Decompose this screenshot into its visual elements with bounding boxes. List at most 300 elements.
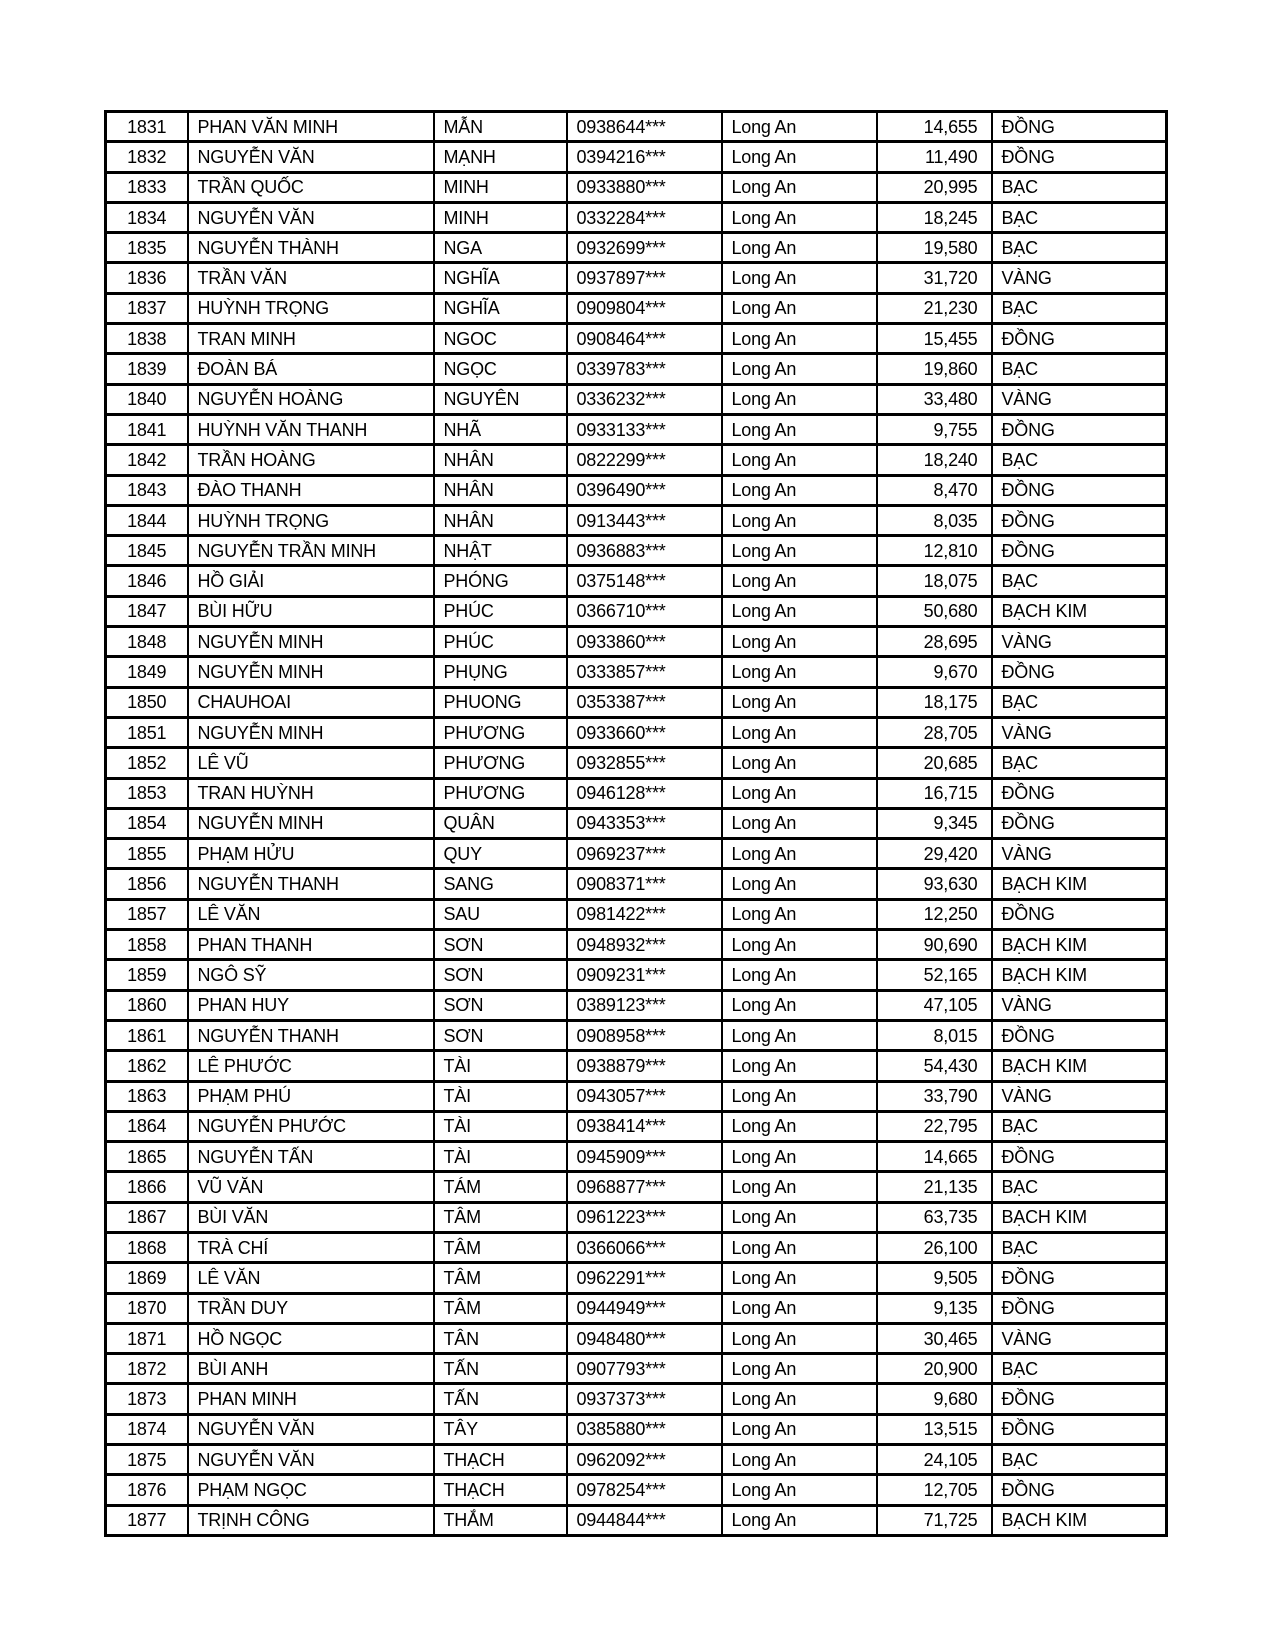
member-tier: BẠC — [992, 202, 1167, 232]
member-number: 1864 — [106, 1111, 188, 1141]
member-phone-masked: 0366066*** — [567, 1232, 722, 1262]
member-number: 1857 — [106, 899, 188, 929]
member-tier: BẠC — [992, 566, 1167, 596]
member-points: 9,135 — [877, 1293, 992, 1323]
member-phone-masked: 0822299*** — [567, 445, 722, 475]
member-tier: ĐỒNG — [992, 1384, 1167, 1414]
member-number: 1842 — [106, 445, 188, 475]
member-tier: BẠC — [992, 445, 1167, 475]
table-row — [106, 324, 1167, 354]
member-first-name: PHƯƠNG — [434, 717, 567, 747]
member-tier: VÀNG — [992, 627, 1167, 657]
member-number: 1863 — [106, 1081, 188, 1111]
member-province: Long An — [722, 717, 877, 747]
member-first-name: SAU — [434, 899, 567, 929]
table-row — [106, 1051, 1167, 1081]
member-first-name: QUY — [434, 839, 567, 869]
member-province: Long An — [722, 1172, 877, 1202]
member-tier: ĐỒNG — [992, 1414, 1167, 1444]
member-last-middle-name: PHAN VĂN MINH — [188, 112, 434, 142]
table-row — [106, 1020, 1167, 1050]
member-tier: VÀNG — [992, 990, 1167, 1020]
member-phone-masked: 0948932*** — [567, 930, 722, 960]
member-phone-masked: 0944949*** — [567, 1293, 722, 1323]
member-points: 93,630 — [877, 869, 992, 899]
member-phone-masked: 0962092*** — [567, 1445, 722, 1475]
table-row — [106, 505, 1167, 535]
member-points: 28,695 — [877, 627, 992, 657]
member-phone-masked: 0909804*** — [567, 293, 722, 323]
table-row — [106, 627, 1167, 657]
member-number: 1870 — [106, 1293, 188, 1323]
member-phone-masked: 0938879*** — [567, 1051, 722, 1081]
member-province: Long An — [722, 930, 877, 960]
member-last-middle-name: TRỊNH CÔNG — [188, 1505, 434, 1535]
member-province: Long An — [722, 960, 877, 990]
member-first-name: TÂY — [434, 1414, 567, 1444]
member-phone-masked: 0969237*** — [567, 839, 722, 869]
table-row — [106, 1172, 1167, 1202]
table-row — [106, 839, 1167, 869]
member-tier: BẠC — [992, 1172, 1167, 1202]
member-points: 19,580 — [877, 233, 992, 263]
member-province: Long An — [722, 202, 877, 232]
member-first-name: QUÂN — [434, 808, 567, 838]
member-province: Long An — [722, 1142, 877, 1172]
member-tier: BẠC — [992, 293, 1167, 323]
member-province: Long An — [722, 233, 877, 263]
table-row — [106, 808, 1167, 838]
member-last-middle-name: TRẦN DUY — [188, 1293, 434, 1323]
member-first-name: MINH — [434, 172, 567, 202]
member-province: Long An — [722, 536, 877, 566]
member-tier: ĐỒNG — [992, 778, 1167, 808]
member-first-name: PHUONG — [434, 687, 567, 717]
member-first-name: THẠCH — [434, 1475, 567, 1505]
member-last-middle-name: NGÔ SỸ — [188, 960, 434, 990]
member-tier: ĐỒNG — [992, 1263, 1167, 1293]
member-last-middle-name: NGUYỄN MINH — [188, 657, 434, 687]
member-last-middle-name: NGUYỄN THANH — [188, 1020, 434, 1050]
member-phone-masked: 0333857*** — [567, 657, 722, 687]
table-row — [106, 748, 1167, 778]
member-phone-masked: 0907793*** — [567, 1354, 722, 1384]
member-number: 1867 — [106, 1202, 188, 1232]
member-number: 1844 — [106, 505, 188, 535]
member-phone-masked: 0981422*** — [567, 899, 722, 929]
member-last-middle-name: LÊ PHƯỚC — [188, 1051, 434, 1081]
member-phone-masked: 0945909*** — [567, 1142, 722, 1172]
member-points: 21,135 — [877, 1172, 992, 1202]
member-first-name: NHÂN — [434, 475, 567, 505]
member-province: Long An — [722, 384, 877, 414]
member-last-middle-name: NGUYỄN TRẦN MINH — [188, 536, 434, 566]
member-number: 1849 — [106, 657, 188, 687]
member-last-middle-name: LÊ VĂN — [188, 1263, 434, 1293]
table-row — [106, 1202, 1167, 1232]
member-first-name: NGHĨA — [434, 293, 567, 323]
member-first-name: TÁM — [434, 1172, 567, 1202]
member-phone-masked: 0933133*** — [567, 414, 722, 444]
member-province: Long An — [722, 505, 877, 535]
member-first-name: TÂM — [434, 1232, 567, 1262]
table-row — [106, 233, 1167, 263]
member-number: 1837 — [106, 293, 188, 323]
member-province: Long An — [722, 1354, 877, 1384]
member-first-name: TÀI — [434, 1051, 567, 1081]
member-first-name: PHÓNG — [434, 566, 567, 596]
member-tier: ĐỒNG — [992, 112, 1167, 142]
member-phone-masked: 0913443*** — [567, 505, 722, 535]
member-last-middle-name: PHAN THANH — [188, 930, 434, 960]
member-last-middle-name: PHẠM HỬU — [188, 839, 434, 869]
member-phone-masked: 0943353*** — [567, 808, 722, 838]
member-tier: BẠC — [992, 687, 1167, 717]
member-phone-masked: 0385880*** — [567, 1414, 722, 1444]
member-last-middle-name: NGUYỄN VĂN — [188, 1414, 434, 1444]
member-phone-masked: 0353387*** — [567, 687, 722, 717]
member-points: 22,795 — [877, 1111, 992, 1141]
member-phone-masked: 0933660*** — [567, 717, 722, 747]
member-province: Long An — [722, 899, 877, 929]
member-tier: ĐỒNG — [992, 414, 1167, 444]
member-tier: VÀNG — [992, 1081, 1167, 1111]
member-province: Long An — [722, 445, 877, 475]
member-tier: BẠCH KIM — [992, 596, 1167, 626]
member-number: 1838 — [106, 324, 188, 354]
table-row — [106, 142, 1167, 172]
member-last-middle-name: HUỲNH VĂN THANH — [188, 414, 434, 444]
member-first-name: PHƯƠNG — [434, 778, 567, 808]
member-points: 9,755 — [877, 414, 992, 444]
member-last-middle-name: PHẠM NGỌC — [188, 1475, 434, 1505]
member-last-middle-name: ĐOÀN BÁ — [188, 354, 434, 384]
table-row — [106, 445, 1167, 475]
member-province: Long An — [722, 475, 877, 505]
member-province: Long An — [722, 1475, 877, 1505]
member-province: Long An — [722, 263, 877, 293]
member-points: 50,680 — [877, 596, 992, 626]
table-row — [106, 960, 1167, 990]
member-points: 9,680 — [877, 1384, 992, 1414]
member-first-name: TÀI — [434, 1111, 567, 1141]
member-number: 1834 — [106, 202, 188, 232]
member-number: 1861 — [106, 1020, 188, 1050]
member-tier: BẠC — [992, 233, 1167, 263]
member-tier: BẠC — [992, 748, 1167, 778]
member-phone-masked: 0396490*** — [567, 475, 722, 505]
member-number: 1875 — [106, 1445, 188, 1475]
member-last-middle-name: BÙI VĂN — [188, 1202, 434, 1232]
member-points: 54,430 — [877, 1051, 992, 1081]
member-first-name: TẤN — [434, 1384, 567, 1414]
member-number: 1852 — [106, 748, 188, 778]
member-province: Long An — [722, 172, 877, 202]
member-points: 47,105 — [877, 990, 992, 1020]
member-last-middle-name: BÙI ANH — [188, 1354, 434, 1384]
member-points: 16,715 — [877, 778, 992, 808]
member-first-name: TẤN — [434, 1354, 567, 1384]
member-number: 1835 — [106, 233, 188, 263]
table-row — [106, 112, 1167, 142]
member-province: Long An — [722, 1414, 877, 1444]
table-row — [106, 1111, 1167, 1141]
member-phone-masked: 0336232*** — [567, 384, 722, 414]
member-phone-masked: 0968877*** — [567, 1172, 722, 1202]
member-phone-masked: 0932699*** — [567, 233, 722, 263]
table-row — [106, 1354, 1167, 1384]
member-number: 1862 — [106, 1051, 188, 1081]
member-tier: VÀNG — [992, 839, 1167, 869]
member-points: 33,480 — [877, 384, 992, 414]
member-last-middle-name: TRAN HUỲNH — [188, 778, 434, 808]
member-tier: BẠCH KIM — [992, 1202, 1167, 1232]
table-row — [106, 566, 1167, 596]
member-province: Long An — [722, 112, 877, 142]
member-first-name: TÂM — [434, 1263, 567, 1293]
member-tier: BẠC — [992, 354, 1167, 384]
member-points: 90,690 — [877, 930, 992, 960]
member-tier: ĐỒNG — [992, 1475, 1167, 1505]
member-last-middle-name: PHAN HUY — [188, 990, 434, 1020]
member-last-middle-name: NGUYỄN MINH — [188, 808, 434, 838]
member-province: Long An — [722, 808, 877, 838]
table-row — [106, 1384, 1167, 1414]
member-number: 1833 — [106, 172, 188, 202]
member-number: 1840 — [106, 384, 188, 414]
member-phone-masked: 0339783*** — [567, 354, 722, 384]
member-last-middle-name: NGUYỄN VĂN — [188, 202, 434, 232]
member-points: 19,860 — [877, 354, 992, 384]
member-phone-masked: 0962291*** — [567, 1263, 722, 1293]
member-province: Long An — [722, 324, 877, 354]
member-tier: BẠCH KIM — [992, 930, 1167, 960]
member-points: 18,240 — [877, 445, 992, 475]
member-province: Long An — [722, 1445, 877, 1475]
member-number: 1873 — [106, 1384, 188, 1414]
member-number: 1832 — [106, 142, 188, 172]
member-tier: ĐỒNG — [992, 657, 1167, 687]
table-row — [106, 414, 1167, 444]
table-row — [106, 899, 1167, 929]
member-number: 1871 — [106, 1323, 188, 1353]
member-last-middle-name: NGUYỄN PHƯỚC — [188, 1111, 434, 1141]
table-row — [106, 990, 1167, 1020]
member-points: 26,100 — [877, 1232, 992, 1262]
member-first-name: THẠCH — [434, 1445, 567, 1475]
member-last-middle-name: NGUYỄN THANH — [188, 869, 434, 899]
member-province: Long An — [722, 1081, 877, 1111]
member-points: 9,670 — [877, 657, 992, 687]
member-number: 1845 — [106, 536, 188, 566]
member-first-name: THẮM — [434, 1505, 567, 1535]
member-tier: VÀNG — [992, 717, 1167, 747]
member-last-middle-name: NGUYỄN THÀNH — [188, 233, 434, 263]
member-phone-masked: 0366710*** — [567, 596, 722, 626]
table-row — [106, 1081, 1167, 1111]
member-first-name: PHƯƠNG — [434, 748, 567, 778]
member-number: 1843 — [106, 475, 188, 505]
member-first-name: NGOC — [434, 324, 567, 354]
member-province: Long An — [722, 1051, 877, 1081]
member-points: 9,505 — [877, 1263, 992, 1293]
member-points: 18,175 — [877, 687, 992, 717]
member-last-middle-name: TRẦN HOÀNG — [188, 445, 434, 475]
member-last-middle-name: PHẠM PHÚ — [188, 1081, 434, 1111]
member-points: 8,035 — [877, 505, 992, 535]
member-last-middle-name: NGUYỄN VĂN — [188, 1445, 434, 1475]
member-points: 12,250 — [877, 899, 992, 929]
member-tier: VÀNG — [992, 263, 1167, 293]
member-number: 1874 — [106, 1414, 188, 1444]
table-row — [106, 930, 1167, 960]
member-number: 1851 — [106, 717, 188, 747]
member-points: 31,720 — [877, 263, 992, 293]
member-number: 1856 — [106, 869, 188, 899]
member-points: 21,230 — [877, 293, 992, 323]
member-first-name: TÂN — [434, 1323, 567, 1353]
member-province: Long An — [722, 627, 877, 657]
member-last-middle-name: HỒ NGỌC — [188, 1323, 434, 1353]
member-tier: ĐỒNG — [992, 505, 1167, 535]
table-row — [106, 1445, 1167, 1475]
table-row — [106, 172, 1167, 202]
member-number: 1868 — [106, 1232, 188, 1262]
member-phone-masked: 0909231*** — [567, 960, 722, 990]
member-tier: ĐỒNG — [992, 324, 1167, 354]
member-tier: ĐỒNG — [992, 142, 1167, 172]
table-body — [106, 112, 1167, 1536]
member-tier: ĐỒNG — [992, 808, 1167, 838]
member-province: Long An — [722, 839, 877, 869]
member-tier: BẠC — [992, 1445, 1167, 1475]
member-tier: BẠCH KIM — [992, 1051, 1167, 1081]
member-points: 29,420 — [877, 839, 992, 869]
member-phone-masked: 0978254*** — [567, 1475, 722, 1505]
member-province: Long An — [722, 869, 877, 899]
member-tier: BẠC — [992, 1354, 1167, 1384]
member-points: 28,705 — [877, 717, 992, 747]
member-points: 20,995 — [877, 172, 992, 202]
table-row — [106, 202, 1167, 232]
member-points: 24,105 — [877, 1445, 992, 1475]
member-points: 14,655 — [877, 112, 992, 142]
member-number: 1859 — [106, 960, 188, 990]
member-phone-masked: 0936883*** — [567, 536, 722, 566]
member-province: Long An — [722, 1202, 877, 1232]
member-number: 1848 — [106, 627, 188, 657]
member-province: Long An — [722, 1263, 877, 1293]
member-first-name: SƠN — [434, 990, 567, 1020]
member-first-name: TÂM — [434, 1202, 567, 1232]
member-points: 63,735 — [877, 1202, 992, 1232]
member-number: 1836 — [106, 263, 188, 293]
member-first-name: SƠN — [434, 930, 567, 960]
member-tier: BẠC — [992, 1111, 1167, 1141]
member-province: Long An — [722, 142, 877, 172]
member-points: 15,455 — [877, 324, 992, 354]
table-row — [106, 1232, 1167, 1262]
member-phone-masked: 0932855*** — [567, 748, 722, 778]
member-tier: ĐỒNG — [992, 1020, 1167, 1050]
member-first-name: MẪN — [434, 112, 567, 142]
member-points: 12,705 — [877, 1475, 992, 1505]
table-row — [106, 1414, 1167, 1444]
member-tier: VÀNG — [992, 1323, 1167, 1353]
member-points: 9,345 — [877, 808, 992, 838]
member-province: Long An — [722, 1384, 877, 1414]
member-first-name: NHÂN — [434, 505, 567, 535]
member-number: 1855 — [106, 839, 188, 869]
member-number: 1858 — [106, 930, 188, 960]
member-tier: BẠCH KIM — [992, 869, 1167, 899]
member-last-middle-name: HUỲNH TRỌNG — [188, 505, 434, 535]
member-province: Long An — [722, 1323, 877, 1353]
member-first-name: NHÂN — [434, 445, 567, 475]
table-row — [106, 293, 1167, 323]
member-points: 71,725 — [877, 1505, 992, 1535]
member-number: 1853 — [106, 778, 188, 808]
member-tier: BẠCH KIM — [992, 960, 1167, 990]
member-points: 12,810 — [877, 536, 992, 566]
member-province: Long An — [722, 990, 877, 1020]
member-points: 33,790 — [877, 1081, 992, 1111]
member-last-middle-name: TRAN MINH — [188, 324, 434, 354]
member-first-name: PHÚC — [434, 596, 567, 626]
member-last-middle-name: LÊ VĂN — [188, 899, 434, 929]
member-tier: BẠCH KIM — [992, 1505, 1167, 1535]
member-points: 13,515 — [877, 1414, 992, 1444]
member-first-name: PHÚC — [434, 627, 567, 657]
member-tier: ĐỒNG — [992, 536, 1167, 566]
member-points: 52,165 — [877, 960, 992, 990]
member-tier: BẠC — [992, 172, 1167, 202]
table-row — [106, 1475, 1167, 1505]
member-points: 8,015 — [877, 1020, 992, 1050]
member-tier: VÀNG — [992, 384, 1167, 414]
table-row — [106, 536, 1167, 566]
table-row — [106, 657, 1167, 687]
member-last-middle-name: TRẦN QUỐC — [188, 172, 434, 202]
member-phone-masked: 0961223*** — [567, 1202, 722, 1232]
member-province: Long An — [722, 414, 877, 444]
member-points: 11,490 — [877, 142, 992, 172]
member-first-name: TÂM — [434, 1293, 567, 1323]
member-tier: ĐỒNG — [992, 1142, 1167, 1172]
member-last-middle-name: HUỲNH TRỌNG — [188, 293, 434, 323]
member-points: 8,470 — [877, 475, 992, 505]
table-row — [106, 1263, 1167, 1293]
member-phone-masked: 0938414*** — [567, 1111, 722, 1141]
member-tier: ĐỒNG — [992, 1293, 1167, 1323]
member-number: 1860 — [106, 990, 188, 1020]
member-phone-masked: 0394216*** — [567, 142, 722, 172]
member-province: Long An — [722, 778, 877, 808]
member-province: Long An — [722, 293, 877, 323]
member-first-name: SƠN — [434, 1020, 567, 1050]
table-row — [106, 1142, 1167, 1172]
member-province: Long An — [722, 687, 877, 717]
member-points: 18,075 — [877, 566, 992, 596]
member-phone-masked: 0375148*** — [567, 566, 722, 596]
member-first-name: MẠNH — [434, 142, 567, 172]
member-points: 20,685 — [877, 748, 992, 778]
member-number: 1847 — [106, 596, 188, 626]
member-first-name: SANG — [434, 869, 567, 899]
table-row — [106, 687, 1167, 717]
member-phone-masked: 0937373*** — [567, 1384, 722, 1414]
member-last-middle-name: NGUYỄN HOÀNG — [188, 384, 434, 414]
